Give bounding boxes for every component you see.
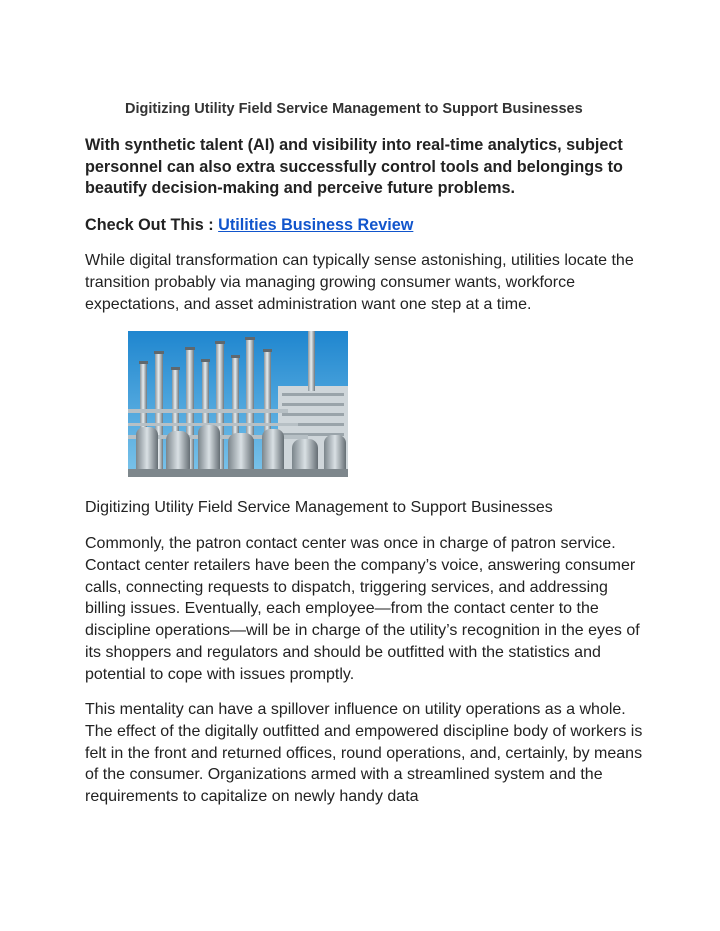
- image-caption: Digitizing Utility Field Service Management to Support Businesses: [85, 499, 553, 516]
- paragraph-1: While digital transformation can typically sense astonishing, utilities locate the transition probably via managing growing consumer wants, workforce expectations, and asset administration want one step at a time.: [85, 252, 634, 313]
- paragraph-3: This mentality can have a spillover influence on utility operations as a whole. The effect of the digitally outfitted and empowered discipline body of workers is felt in the front and returned offices, round operations, and, certainly, by means of the consumer. Organizations armed with a streamlined system and the requirements to capitalize on newly handy data: [85, 701, 643, 806]
- lead-paragraph: With synthetic talent (AI) and visibility into real-time analytics, subject personnel can also extra successfully control tools and belongings to beautify decision-making and perceive future problems.: [85, 136, 623, 197]
- check-out-prefix: Check Out This :: [85, 216, 219, 234]
- paragraph-2: Commonly, the patron contact center was once in charge of patron service. Contact center retailers have been the company’s voice, answering consumer calls, connecting requests to dispatch, triggering services, and addressing billing issues. Eventually, each employee—from the contact center to the discipline operations—will be in charge of the utility’s recognition in the eyes of its shoppers and regulators and should be outfitted with the statistics and potential to cope with issues promptly.: [85, 535, 640, 683]
- utilities-business-review-link[interactable]: Utilities Business Review: [218, 216, 414, 234]
- check-out-line: [85, 215, 413, 236]
- document-title: Digitizing Utility Field Service Management to Support Businesses: [125, 101, 583, 117]
- industrial-plant-photo: [128, 331, 348, 477]
